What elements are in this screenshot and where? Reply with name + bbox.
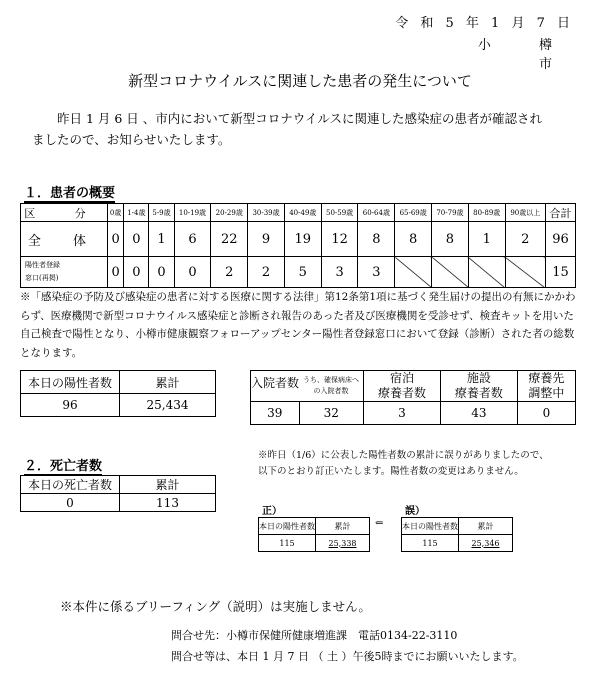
table-cell: 0: [124, 222, 149, 257]
table-cell: 6: [174, 222, 211, 257]
table-cell: 2: [505, 222, 545, 257]
table-cell: 9: [248, 222, 285, 257]
crossed-out-cell: [468, 257, 505, 288]
total-header: 合計: [545, 204, 575, 222]
hotel-header: 宿泊 療養者数: [364, 371, 441, 402]
table-cell: 2: [211, 257, 248, 288]
today-deaths-value: 0: [21, 494, 120, 512]
correct-label: 正）: [262, 506, 282, 517]
wrong-cum-value: 25,346: [459, 535, 513, 552]
table-cell: 8: [358, 222, 395, 257]
row-label-all: 全 体: [21, 222, 108, 257]
age-header: 0歳: [108, 204, 124, 222]
crossed-out-cell: [395, 257, 432, 288]
table-cell: 0: [149, 257, 174, 288]
table-header-row: [21, 204, 576, 222]
facility-value: 43: [440, 402, 517, 425]
age-header: 60-64歳: [358, 204, 395, 222]
table-cell: 5: [284, 257, 321, 288]
adjusting-value: 0: [517, 402, 575, 425]
age-header: 65-69歳: [395, 204, 432, 222]
wrong-table: [401, 517, 513, 552]
intro-paragraph: 昨日 1 月 6 日 、市内において新型コロナウイルスに関連した感染症の患者が確認されましたので、お知らせいたします。: [32, 111, 543, 147]
correction-arrow-icon: ⇐: [375, 518, 384, 529]
table-cell: 0: [174, 257, 211, 288]
correct-today-header: 本日の陽性者数: [259, 518, 316, 535]
document-title: 新型コロナウイルスに関連した患者の発生について: [128, 72, 472, 90]
positives-table: [20, 370, 216, 417]
wrong-today-header: 本日の陽性者数: [402, 518, 459, 535]
table-header-row: [21, 476, 216, 494]
deaths-table: [20, 475, 216, 512]
age-header: 30-39歳: [248, 204, 285, 222]
table-row: [251, 402, 576, 425]
table-cell: 3: [321, 257, 358, 288]
age-header: 80-89歳: [468, 204, 505, 222]
crossed-out-cell: [505, 257, 545, 288]
table-cell: 22: [211, 222, 248, 257]
contact-line: 問合せ先：小樽市保健所健康増進課 電話0134-22-3110: [171, 629, 458, 642]
secured-bed-value: 32: [299, 402, 364, 425]
cumulative-header: 累計: [120, 371, 216, 394]
age-header: 20-29歳: [211, 204, 248, 222]
total-cell: 96: [545, 222, 575, 257]
table-cell: 1: [468, 222, 505, 257]
table-row: [21, 494, 216, 512]
age-header: 1-4歳: [124, 204, 149, 222]
correct-cum-value: 25,338: [316, 535, 370, 552]
treatment-status-table: [250, 370, 576, 425]
cumulative-deaths-header: 累計: [120, 476, 216, 494]
hospitalized-value: 39: [251, 402, 300, 425]
age-breakdown-table: [20, 203, 576, 288]
briefing-note: ※本件に係るブリーフィング（説明）は実施しません。: [60, 599, 371, 614]
correct-cum-header: 累計: [316, 518, 370, 535]
table-row: [21, 257, 576, 288]
table-header-row: [21, 371, 216, 394]
contact-line: 問合せ等は、本日 1 月 7 日 （ 土 ）午後5時までにお願いいたします。: [171, 650, 524, 663]
table-cell: 0: [108, 257, 124, 288]
table-cell: 12: [321, 222, 358, 257]
today-positives-header: 本日の陽性者数: [21, 371, 120, 394]
today-deaths-header: 本日の死亡者数: [21, 476, 120, 494]
age-header: 5-9歳: [149, 204, 174, 222]
table-cell: 3: [358, 257, 395, 288]
table-header-row: [402, 518, 513, 535]
cumulative-deaths-value: 113: [120, 494, 216, 512]
table-header-row: [259, 518, 370, 535]
wrong-today-value: 115: [402, 535, 459, 552]
total-cell: 15: [545, 257, 575, 288]
table-row: [259, 535, 370, 552]
document-date: 令 和 5 年 1 月 7 日: [395, 16, 574, 31]
age-header: 90歳以上: [505, 204, 545, 222]
table-row: [402, 535, 513, 552]
wrong-cum-header: 累計: [459, 518, 513, 535]
table-cell: 8: [432, 222, 469, 257]
wrong-label: 誤）: [405, 506, 425, 517]
facility-header: 施設 療養者数: [440, 371, 517, 402]
age-header: 10-19歳: [174, 204, 211, 222]
table-header-row: [251, 371, 576, 402]
table-cell: 8: [395, 222, 432, 257]
table-cell: 0: [124, 257, 149, 288]
category-header: 区 分: [21, 204, 108, 222]
hotel-value: 3: [364, 402, 441, 425]
correct-table: [258, 517, 370, 552]
age-header: 40-49歳: [284, 204, 321, 222]
crossed-out-cell: [432, 257, 469, 288]
age-header: 70-79歳: [432, 204, 469, 222]
section2-heading: ２．死亡者数: [24, 459, 103, 474]
table-cell: 2: [248, 257, 285, 288]
secured-bed-header: うち、確保病床へ の入院者数: [299, 371, 364, 402]
correction-note: ※昨日（1/6）に公表した陽性者数の累計に誤りがありましたので、以下のとおり訂正いたします。陽性者数の変更はありません。: [258, 450, 549, 477]
cumulative-value: 25,434: [120, 394, 216, 417]
contact-info: [171, 625, 524, 667]
hospitalized-header: 入院者数: [251, 371, 300, 402]
adjusting-header: 療養先 調整中: [517, 371, 575, 402]
correct-today-value: 115: [259, 535, 316, 552]
definition-note: ※「感染症の予防及び感染症の患者に対する医療に関する法律」第12条第1項に基づく発生届けの提出の有無にかかわらず、医療機関で新型コロナウイルス感染症と診断され報告のあった者及び医療機関を受診せず、検査キットを用いた自己検査で陽性となり、小樽市健康観察フォローアップセンター陽性者登録窓口において登録（診断）された者の総数となります。: [20, 291, 576, 359]
table-row: [21, 222, 576, 257]
table-row: [21, 394, 216, 417]
table-cell: 0: [108, 222, 124, 257]
issuer-city: 小 樽 市: [477, 38, 574, 72]
today-positives-value: 96: [21, 394, 120, 417]
section1-heading: １．患者の概要: [24, 186, 116, 201]
table-cell: 1: [149, 222, 174, 257]
table-cell: 19: [284, 222, 321, 257]
row-label-registration: 陽性者登録 窓口(再掲): [21, 257, 108, 288]
age-header: 50-59歳: [321, 204, 358, 222]
